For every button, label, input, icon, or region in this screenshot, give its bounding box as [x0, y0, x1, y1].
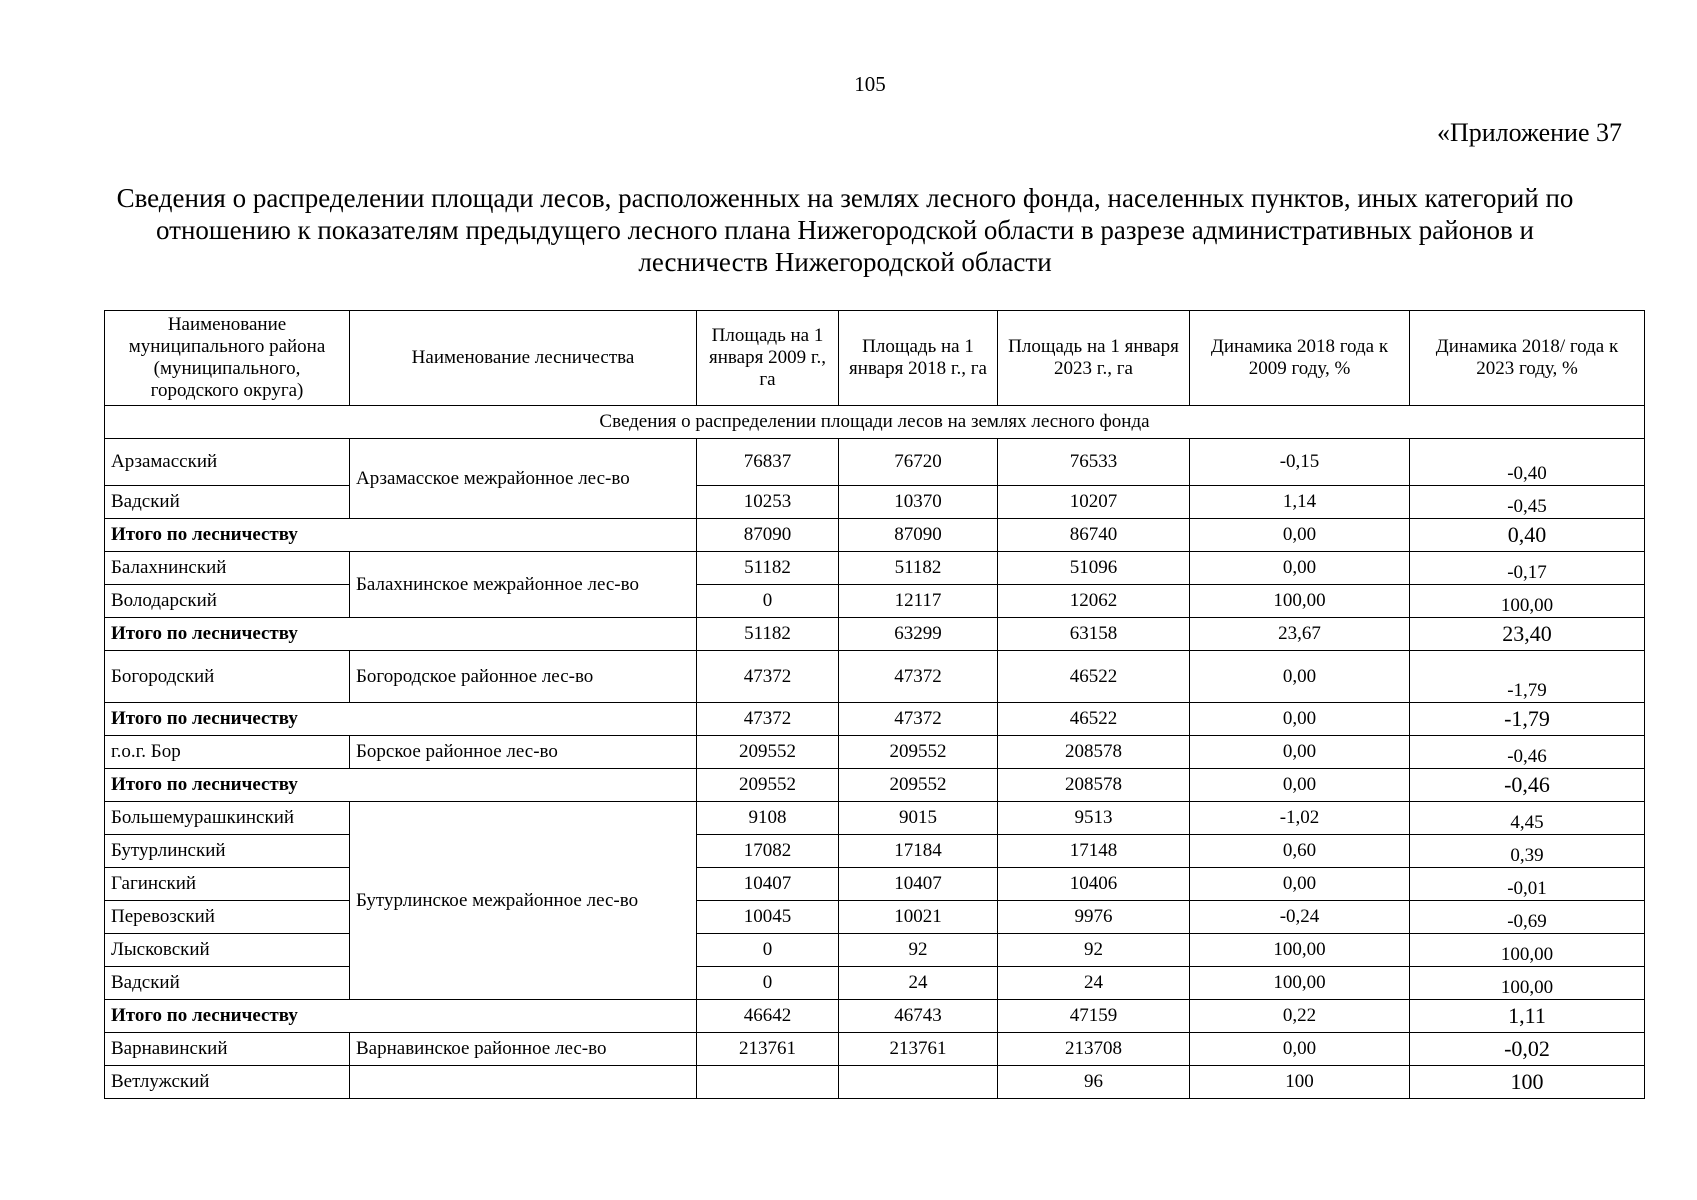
forestry-cell: Арзамасское межрайонное лес-во [350, 439, 697, 519]
dynamics-2-cell: 100,00 [1410, 585, 1645, 618]
area-2023-cell: 10207 [998, 486, 1190, 519]
total-label: Итого по лесничеству [105, 618, 697, 651]
dynamics-1-cell: 0,00 [1190, 868, 1410, 901]
dynamics-1-cell: 100,00 [1190, 967, 1410, 1000]
dynamics-2-cell: -1,79 [1410, 703, 1645, 736]
area-2018-cell: 51182 [839, 552, 998, 585]
area-2018-cell: 46743 [839, 1000, 998, 1033]
area-2018-cell: 76720 [839, 439, 998, 486]
area-2023-cell: 86740 [998, 519, 1190, 552]
dynamics-1-cell: 100 [1190, 1066, 1410, 1099]
district-cell: Балахнинский [105, 552, 350, 585]
dynamics-2-cell: -0,02 [1410, 1033, 1645, 1066]
table-row [105, 868, 1645, 901]
dynamics-2-cell: 100,00 [1410, 967, 1645, 1000]
district-cell: Большемурашкинский [105, 802, 350, 835]
area-2018-cell: 63299 [839, 618, 998, 651]
table-row [105, 651, 1645, 703]
area-2023-cell: 63158 [998, 618, 1190, 651]
area-2018-cell: 12117 [839, 585, 998, 618]
dynamics-1-cell: 0,60 [1190, 835, 1410, 868]
dynamics-1-cell: 0,22 [1190, 1000, 1410, 1033]
header-area-2023: Площадь на 1 января 2023 г., га [998, 311, 1190, 406]
area-2023-cell: 17148 [998, 835, 1190, 868]
area-2009-cell: 87090 [697, 519, 839, 552]
area-2023-cell: 24 [998, 967, 1190, 1000]
dynamics-1-cell: -1,02 [1190, 802, 1410, 835]
dynamics-2-cell: -0,40 [1410, 439, 1645, 486]
dynamics-2-cell: -0,69 [1410, 901, 1645, 934]
area-2023-cell: 76533 [998, 439, 1190, 486]
header-area-2018: Площадь на 1 января 2018 г., га [839, 311, 998, 406]
area-2023-cell: 46522 [998, 651, 1190, 703]
area-2023-cell: 208578 [998, 736, 1190, 769]
dynamics-2-cell: -0,45 [1410, 486, 1645, 519]
section-title: Сведения о распределении площади лесов на землях лесного фонда [105, 406, 1645, 439]
dynamics-1-cell: 0,00 [1190, 552, 1410, 585]
area-2023-cell: 213708 [998, 1033, 1190, 1066]
total-label: Итого по лесничеству [105, 769, 697, 802]
dynamics-1-cell: 0,00 [1190, 703, 1410, 736]
area-2023-cell: 12062 [998, 585, 1190, 618]
page-number: 105 [854, 72, 886, 96]
total-label: Итого по лесничеству [105, 1000, 697, 1033]
area-2018-cell: 10370 [839, 486, 998, 519]
dynamics-2-cell: 0,39 [1410, 835, 1645, 868]
section-row [105, 406, 1645, 439]
table-row [105, 934, 1645, 967]
total-label: Итого по лесничеству [105, 703, 697, 736]
area-2009-cell: 9108 [697, 802, 839, 835]
table-header-row [105, 311, 1645, 406]
district-cell: Богородский [105, 651, 350, 703]
area-2018-cell: 213761 [839, 1033, 998, 1066]
area-2018-cell: 10021 [839, 901, 998, 934]
total-row [105, 703, 1645, 736]
dynamics-1-cell: 0,00 [1190, 519, 1410, 552]
area-2023-cell: 10406 [998, 868, 1190, 901]
area-2009-cell: 76837 [697, 439, 839, 486]
dynamics-1-cell: 0,00 [1190, 736, 1410, 769]
area-2009-cell: 0 [697, 967, 839, 1000]
dynamics-2-cell: 1,11 [1410, 1000, 1645, 1033]
dynamics-1-cell: 23,67 [1190, 618, 1410, 651]
table-row [105, 802, 1645, 835]
appendix-label: «Приложение 37 [1436, 118, 1622, 147]
area-2023-cell: 47159 [998, 1000, 1190, 1033]
area-2023-cell: 92 [998, 934, 1190, 967]
area-2018-cell: 10407 [839, 868, 998, 901]
total-row [105, 1000, 1645, 1033]
area-2018-cell: 92 [839, 934, 998, 967]
area-2009-cell: 0 [697, 934, 839, 967]
area-2018-cell: 47372 [839, 651, 998, 703]
dynamics-2-cell: -0,01 [1410, 868, 1645, 901]
total-label: Итого по лесничеству [105, 519, 697, 552]
document-title: Сведения о распределении площади лесов, расположенных на землях лесного фонда, населенных пунктов, иных категорий по отношению к показателям предыдущего лесного плана Нижегородской области в разрезе административных районов и лесничеств Нижегородской области [116, 183, 1574, 277]
area-2023-cell: 9976 [998, 901, 1190, 934]
district-cell: Варнавинский [105, 1033, 350, 1066]
table-row [105, 439, 1645, 486]
header-area-2009: Площадь на 1 января 2009 г., га [697, 311, 839, 406]
dynamics-2-cell: -0,46 [1410, 736, 1645, 769]
dynamics-1-cell: 1,14 [1190, 486, 1410, 519]
header-dynamics-2018-2023: Динамика 2018/ года к 2023 году, % [1410, 311, 1645, 406]
area-2018-cell: 9015 [839, 802, 998, 835]
dynamics-2-cell: -1,79 [1410, 651, 1645, 703]
area-2023-cell: 96 [998, 1066, 1190, 1099]
area-2009-cell: 51182 [697, 618, 839, 651]
dynamics-2-cell: -0,46 [1410, 769, 1645, 802]
area-2009-cell [697, 1066, 839, 1099]
table-row [105, 1066, 1645, 1099]
table-row [105, 835, 1645, 868]
total-row [105, 769, 1645, 802]
dynamics-1-cell: 0,00 [1190, 651, 1410, 703]
area-2018-cell: 24 [839, 967, 998, 1000]
area-2009-cell: 17082 [697, 835, 839, 868]
dynamics-2-cell: 0,40 [1410, 519, 1645, 552]
area-2009-cell: 46642 [697, 1000, 839, 1033]
area-2009-cell: 47372 [697, 651, 839, 703]
district-cell: Вадский [105, 967, 350, 1000]
dynamics-2-cell: 100,00 [1410, 934, 1645, 967]
header-district: Наименование муниципального района (муниципального, городского округа) [105, 311, 350, 406]
total-row [105, 519, 1645, 552]
district-cell: Ветлужский [105, 1066, 350, 1099]
area-2023-cell: 208578 [998, 769, 1190, 802]
area-2009-cell: 47372 [697, 703, 839, 736]
area-2023-cell: 51096 [998, 552, 1190, 585]
dynamics-2-cell: 4,45 [1410, 802, 1645, 835]
forest-area-table [104, 310, 1645, 1099]
dynamics-1-cell: 100,00 [1190, 585, 1410, 618]
forestry-cell: Варнавинское районное лес-во [350, 1033, 697, 1066]
district-cell: Гагинский [105, 868, 350, 901]
area-2009-cell: 10407 [697, 868, 839, 901]
area-2023-cell: 46522 [998, 703, 1190, 736]
district-cell: Бутурлинский [105, 835, 350, 868]
header-forestry: Наименование лесничества [350, 311, 697, 406]
area-2023-cell: 9513 [998, 802, 1190, 835]
forestry-cell: Бутурлинское межрайонное лес-во [350, 802, 697, 1000]
area-2018-cell: 47372 [839, 703, 998, 736]
district-cell: Вадский [105, 486, 350, 519]
table-row [105, 552, 1645, 585]
dynamics-2-cell: 100 [1410, 1066, 1645, 1099]
forestry-cell [350, 1066, 697, 1099]
dynamics-1-cell: 0,00 [1190, 769, 1410, 802]
forestry-cell: Борское районное лес-во [350, 736, 697, 769]
district-cell: Арзамасский [105, 439, 350, 486]
dynamics-2-cell: -0,17 [1410, 552, 1645, 585]
total-row [105, 618, 1645, 651]
district-cell: Лысковский [105, 934, 350, 967]
table-row [105, 585, 1645, 618]
area-2009-cell: 0 [697, 585, 839, 618]
area-2018-cell: 17184 [839, 835, 998, 868]
area-2018-cell [839, 1066, 998, 1099]
forestry-cell: Балахнинское межрайонное лес-во [350, 552, 697, 618]
dynamics-1-cell: 100,00 [1190, 934, 1410, 967]
area-2018-cell: 209552 [839, 769, 998, 802]
area-2009-cell: 213761 [697, 1033, 839, 1066]
header-dynamics-2018-2009: Динамика 2018 года к 2009 году, % [1190, 311, 1410, 406]
dynamics-2-cell: 23,40 [1410, 618, 1645, 651]
dynamics-1-cell: 0,00 [1190, 1033, 1410, 1066]
district-cell: Перевозский [105, 901, 350, 934]
table-row [105, 901, 1645, 934]
area-2018-cell: 209552 [839, 736, 998, 769]
table-row [105, 486, 1645, 519]
district-cell: г.о.г. Бор [105, 736, 350, 769]
area-2009-cell: 209552 [697, 769, 839, 802]
dynamics-1-cell: -0,15 [1190, 439, 1410, 486]
table-row [105, 967, 1645, 1000]
table-row [105, 1033, 1645, 1066]
area-2009-cell: 10045 [697, 901, 839, 934]
area-2009-cell: 10253 [697, 486, 839, 519]
table-row [105, 736, 1645, 769]
area-2009-cell: 209552 [697, 736, 839, 769]
dynamics-1-cell: -0,24 [1190, 901, 1410, 934]
forestry-cell: Богородское районное лес-во [350, 651, 697, 703]
area-2018-cell: 87090 [839, 519, 998, 552]
area-2009-cell: 51182 [697, 552, 839, 585]
district-cell: Володарский [105, 585, 350, 618]
